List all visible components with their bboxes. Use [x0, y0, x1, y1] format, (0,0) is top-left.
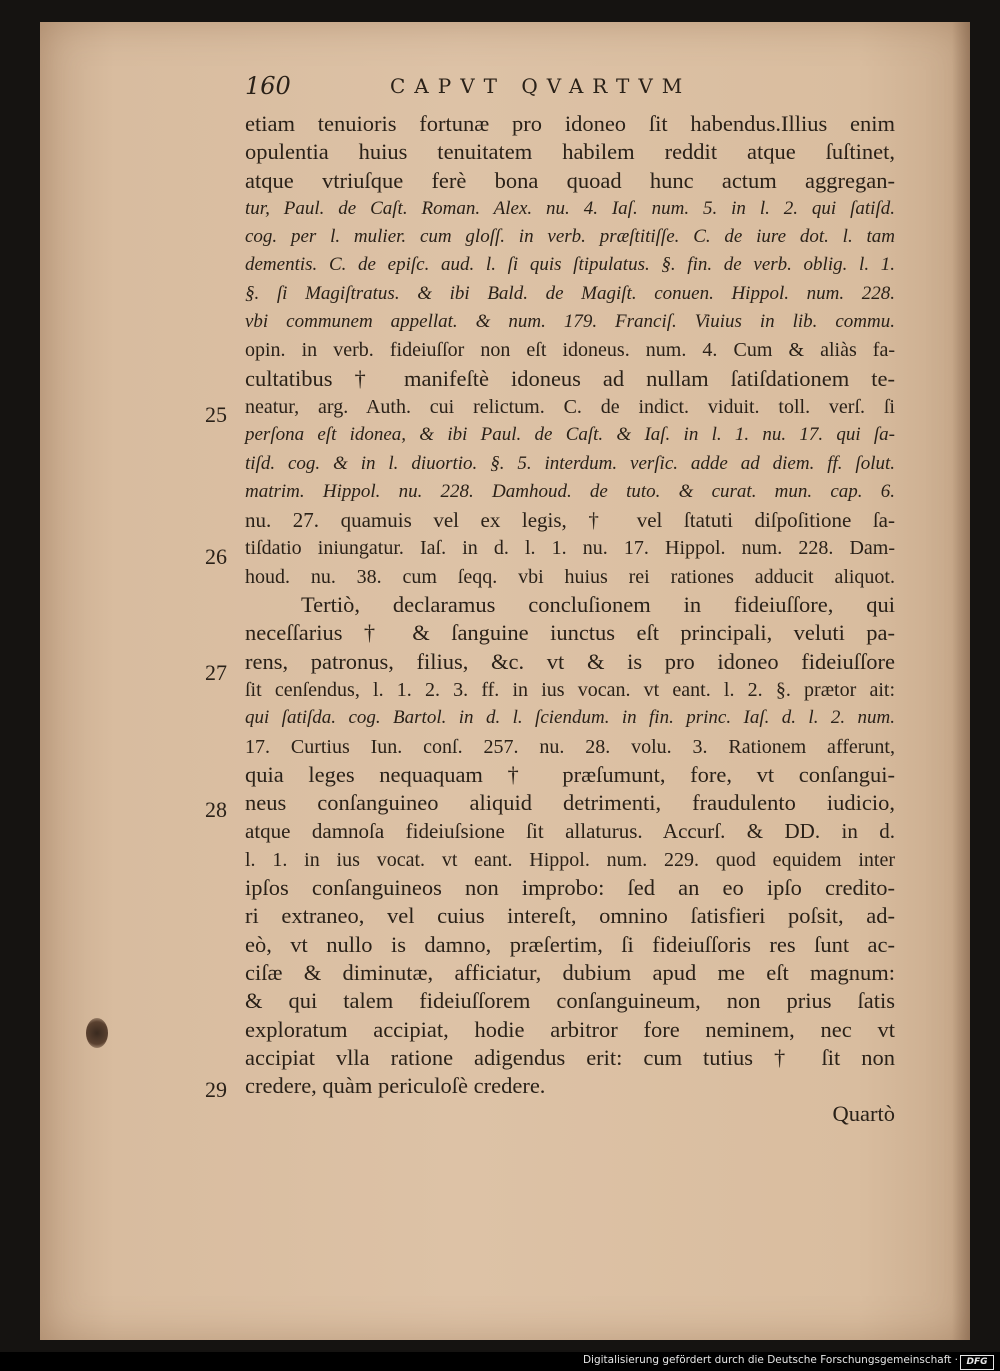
text-line: opulentia huius tenuitatem habilem reddit atque ſuſtinet,: [245, 139, 895, 165]
text-line: atque damnoſa fideiuſsione ſit allaturus. Accurſ. & DD. in d.: [245, 819, 895, 844]
text-line: eò, vt nullo is damno, præſertim, ſi fideiuſſoris res ſunt ac-: [245, 931, 895, 957]
running-head: [245, 72, 805, 112]
ink-blot: [86, 1018, 108, 1048]
text-line: §. ſi Magiſtratus. & ibi Bald. de Magiſt. conuen. Hippol. num. 228.: [245, 282, 895, 304]
text-line: credere, quàm periculoſè credere.: [245, 1073, 546, 1099]
page-edge-shadow: [952, 22, 970, 1340]
text-line: ſit cenſendus, l. 1. 2. 3. ff. in ius vocan. vt eant. l. 2. §. prætor ait:: [245, 678, 895, 701]
page-number: 160: [245, 72, 291, 100]
catchword: Quartò: [832, 1101, 895, 1127]
text-line: tur, Paul. de Caſt. Roman. Alex. nu. 4. Iaſ. num. 5. in l. 2. qui ſatiſd.: [245, 197, 895, 219]
footer-credit: Digitalisierung gefördert durch die Deutsche Forschungsgemeinschaft ·: [582, 1354, 958, 1366]
text-line: & qui talem fideiuſſorem conſanguineum, non prius ſatis: [245, 988, 895, 1014]
margin-number: 27: [205, 660, 227, 685]
text-line: qui ſatiſda. cog. Bartol. in d. l. ſciendum. in fin. princ. Iaſ. d. l. 2. num.: [245, 707, 895, 729]
text-line: tiſd. cog. & in l. diuortio. §. 5. interdum. verſic. adde ad diem. ff. ſolut.: [245, 452, 895, 474]
text-line: dementis. C. de epiſc. aud. l. ſi quis ſtipulatus. §. fin. de verb. oblig. l. 1.: [245, 254, 895, 276]
text-line: nu. 27. quamuis vel ex legis, † vel ſtatuti diſpoſitione ſa-: [245, 508, 895, 533]
text-line: exploratum accipiat, hodie arbitror fore neminem, nec vt: [245, 1016, 895, 1042]
text-line: cultatibus † manifeſtè idoneus ad nullam ſatiſdationem te-: [245, 365, 895, 391]
text-line: rens, patronus, filius, &c. vt & is pro idoneo fideiuſſore: [245, 648, 895, 674]
text-line: matrim. Hippol. nu. 228. Damhoud. de tuto. & curat. mun. cap. 6.: [245, 480, 895, 502]
chapter-title: CAPVT QVARTVM: [390, 74, 692, 98]
text-line: accipiat vlla ratione adigendus erit: cum tutius † ſit non: [245, 1044, 895, 1070]
text-line: l. 1. in ius vocat. vt eant. Hippol. num. 229. quod equidem inter: [245, 848, 895, 871]
body-text: [245, 110, 895, 1129]
text-line: vbi communem appellat. & num. 179. Franciſ. Viuius in lib. commu.: [245, 311, 895, 333]
dfg-logo: DFG: [960, 1355, 994, 1370]
text-line: ri extraneo, vel cuius intereſt, omnino ſatisfieri poſsit, ad-: [245, 903, 895, 929]
text-line: neus conſanguineo aliquid detrimenti, fraudulento iudicio,: [245, 790, 895, 816]
text-line: neatur, arg. Auth. cui relictum. C. de indict. viduit. toll. verſ. ſi: [245, 395, 895, 418]
text-line: tiſdatio iniungatur. Iaſ. in d. l. 1. nu. 17. Hippol. num. 228. Dam-: [245, 537, 895, 560]
text-line: neceſſarius † & ſanguine iunctus eſt principali, veluti pa-: [245, 620, 895, 646]
text-line: atque vtriuſque ferè bona quoad hunc actum aggregan-: [245, 167, 895, 193]
text-line: ciſæ & diminutæ, afficiatur, dubium apud me eſt magnum:: [245, 959, 895, 985]
text-line: quia leges nequaquam † præſumunt, fore, vt conſangui-: [245, 761, 895, 787]
margin-number: 26: [205, 544, 227, 569]
text-line: perſona eſt idonea, & ibi Paul. de Caſt. & Iaſ. in l. 1. nu. 17. qui ſa-: [245, 424, 895, 446]
margin-number: 28: [205, 797, 227, 822]
text-line: houd. nu. 38. cum ſeqq. vbi huius rei rationes adducit aliquot.: [245, 565, 895, 588]
text-line: Tertiò, declaramus concluſionem in fideiuſſore, qui: [301, 592, 895, 618]
text-line: 17. Curtius Iun. conſ. 257. nu. 28. volu. 3. Rationem afferunt,: [245, 735, 895, 758]
text-line: ipſos conſanguineos non improbo: ſed an eo ipſo credito-: [245, 875, 895, 901]
margin-number: 25: [205, 402, 227, 427]
margin-number: 29: [205, 1077, 227, 1102]
text-line: cog. per l. mulier. cum gloſſ. in verb. præſtitiſſe. C. de iure dot. l. tam: [245, 226, 895, 248]
text-line: etiam tenuioris fortunæ pro idoneo ſit habendus.Illius enim: [245, 111, 895, 136]
text-line: opin. in verb. fideiuſſor non eſt idoneus. num. 4. Cum & aliàs fa-: [245, 339, 895, 362]
